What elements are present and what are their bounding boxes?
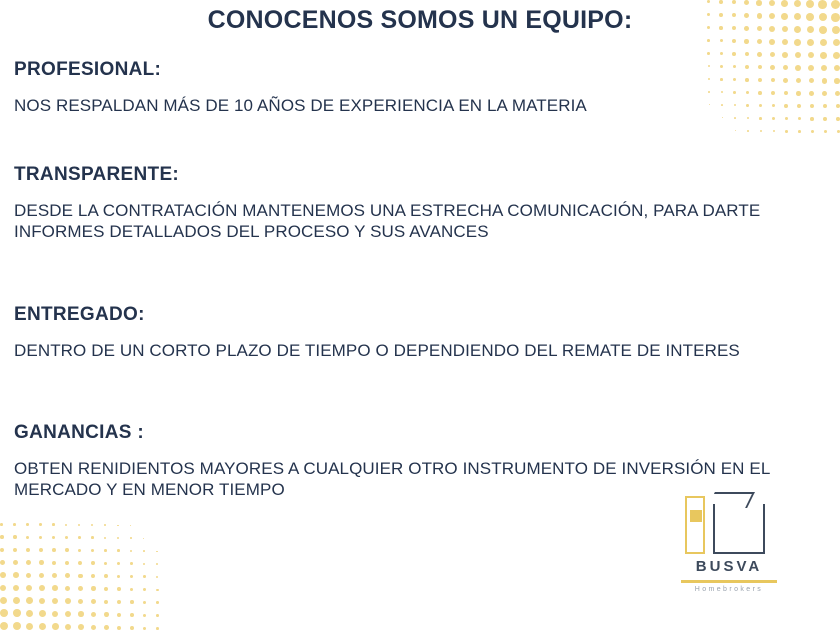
logo-tagline: Homebrokers bbox=[694, 586, 764, 593]
tower-icon bbox=[685, 496, 705, 554]
busva-logo bbox=[664, 492, 794, 592]
section-text: NOS RESPALDAN MÁS DE 10 AÑOS DE EXPERIENCIA EN LA MATERIA bbox=[14, 95, 587, 115]
building-icon bbox=[669, 492, 789, 554]
page-title: CONOCENOS SOMOS UN EQUIPO: bbox=[207, 6, 633, 34]
section-transparente bbox=[14, 165, 814, 242]
section-heading: TRANSPARENTE: bbox=[14, 164, 180, 185]
section-heading: ENTREGADO: bbox=[14, 304, 145, 325]
logo-underline bbox=[681, 580, 777, 583]
section-ganancias bbox=[14, 423, 814, 500]
house-icon bbox=[713, 504, 765, 554]
logo-name: BUSVA bbox=[695, 558, 763, 575]
section-entregado bbox=[14, 305, 814, 361]
section-heading: PROFESIONAL: bbox=[14, 59, 162, 80]
section-profesional bbox=[14, 60, 814, 116]
section-text: DESDE LA CONTRATACIÓN MANTENEMOS UNA ESTRECHA COMUNICACIÓN, PARA DARTE INFORMES DETALLADOS DEL PROCESO Y SUS AVANCES bbox=[14, 200, 761, 242]
section-text: OBTEN RENIDIENTOS MAYORES A CUALQUIER OTRO INSTRUMENTO DE INVERSIÓN EN EL MERCADO Y EN MENOR TIEMPO bbox=[14, 458, 770, 500]
section-heading: GANANCIAS : bbox=[14, 422, 144, 443]
section-text: DENTRO DE UN CORTO PLAZO DE TIEMPO O DEPENDIENDO DEL REMATE DE INTERES bbox=[14, 340, 740, 360]
